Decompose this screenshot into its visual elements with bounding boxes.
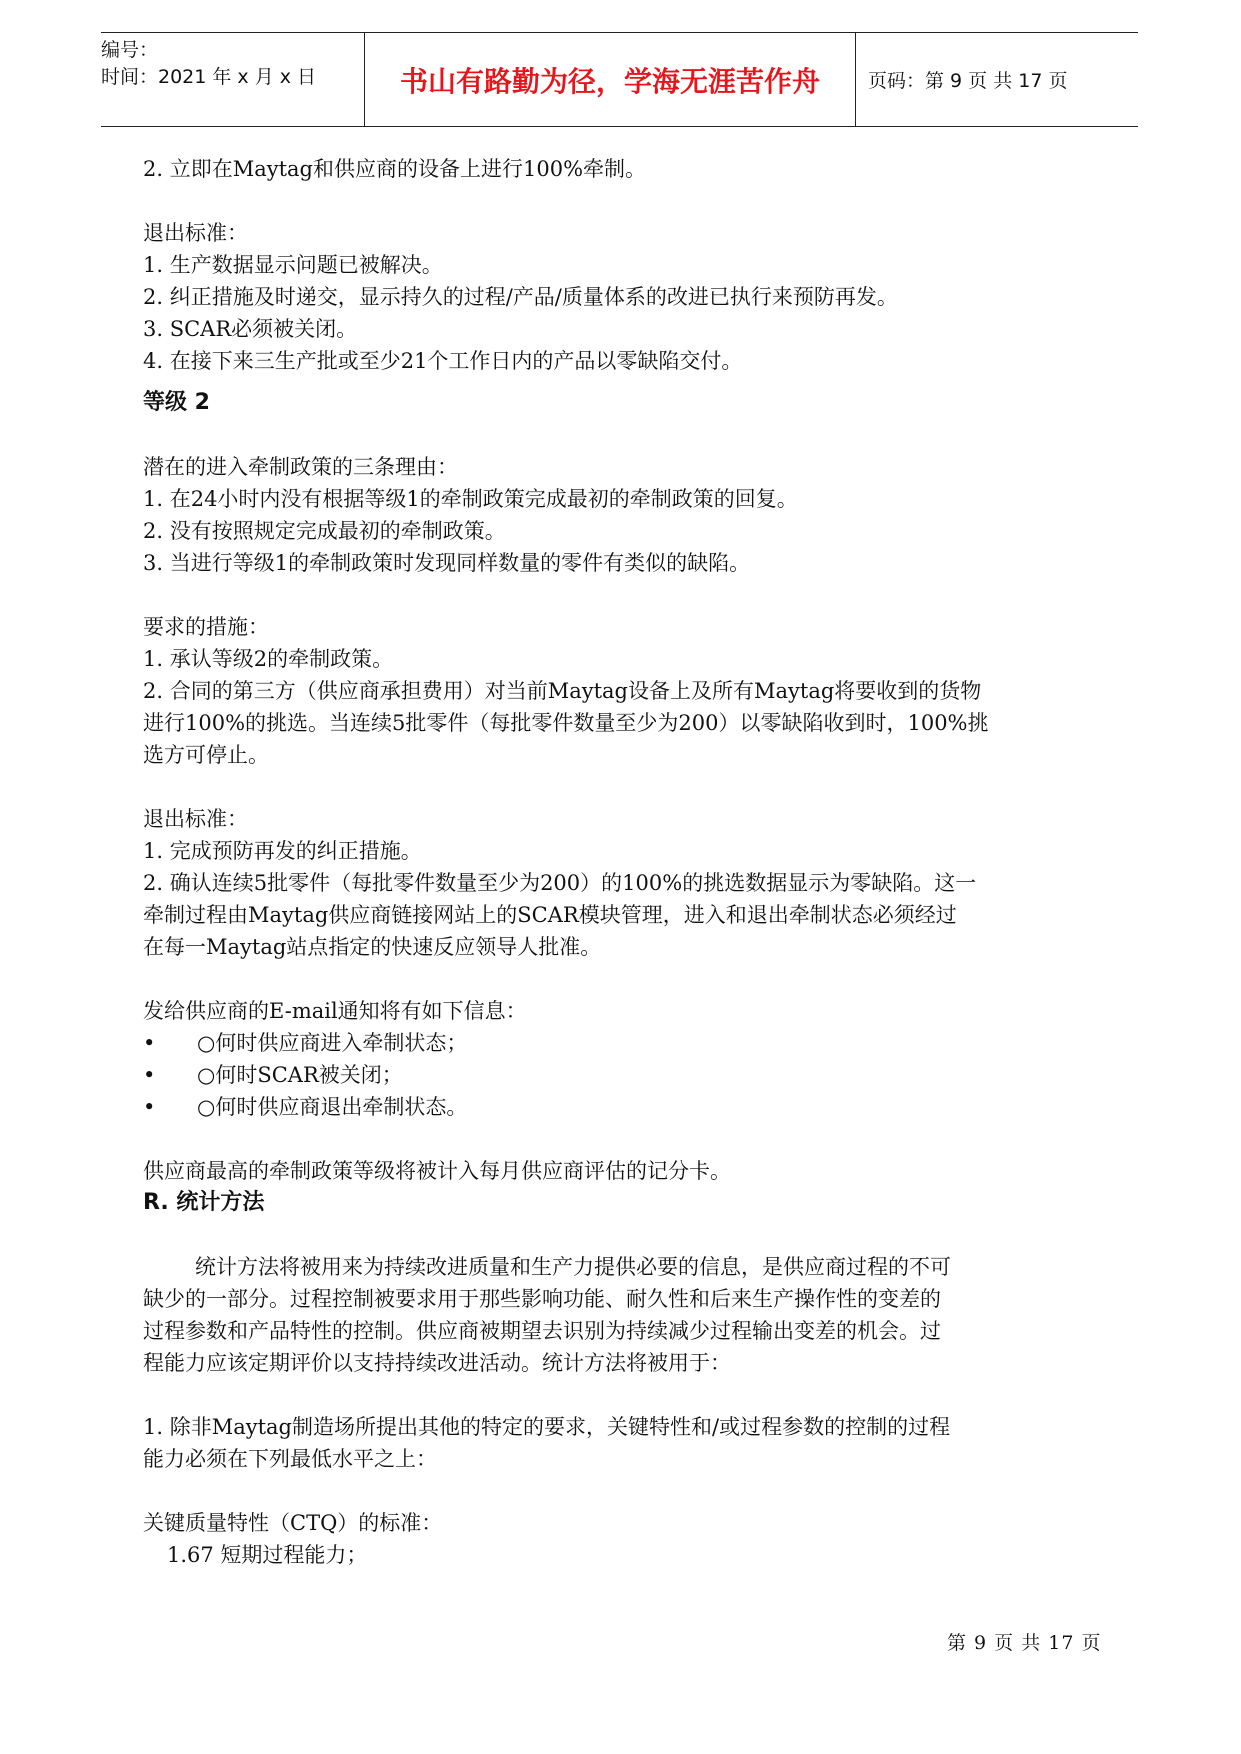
stats-paragraph-line: 过程参数和产品特性的控制。供应商被期望去识别为持续减少过程输出变差的机会。过	[143, 1319, 941, 1343]
bullet-icon: •	[143, 1095, 156, 1119]
stats-paragraph-line: 程能力应该定期评价以支持持续改进活动。统计方法将被用于：	[143, 1351, 731, 1375]
stats-paragraph-line: 缺少的一部分。过程控制被要求用于那些影响功能、耐久性和后来生产操作性的变差的	[143, 1287, 941, 1311]
list-item: 3. SCAR必须被关闭。	[143, 317, 358, 341]
bullet-item	[143, 1091, 1103, 1123]
list-item: 2. 纠正措施及时递交，显示持久的过程/产品/质量体系的改进已执行来预防再发。	[143, 285, 898, 309]
time-label: 时间：2021 年 x 月 x 日	[101, 66, 317, 88]
header-page-label: 页码：第 9 页 共 17 页	[868, 70, 1068, 92]
document-body	[143, 153, 1103, 1571]
list-item: 1. 承认等级2的牵制政策。	[143, 647, 394, 671]
list-item: 1. 生产数据显示问题已被解决。	[143, 253, 443, 277]
bullet-icon: •	[143, 1063, 156, 1087]
paragraph-containment: 2. 立即在Maytag和供应商的设备上进行100%牵制。	[143, 157, 647, 181]
bullet-item	[143, 1027, 1103, 1059]
header-meta	[101, 33, 365, 126]
requirement-line: 1. 除非Maytag制造场所提出其他的特定的要求，关键特性和/或过程参数的控制的过程	[143, 1415, 951, 1439]
list-item: 2. 合同的第三方（供应商承担费用）对当前Maytag设备上及所有Maytag将要收到的货物	[143, 679, 982, 703]
list-item: 1. 完成预防再发的纠正措施。	[143, 839, 422, 863]
list-item-continued: 在每一Maytag站点指定的快速反应领导人批准。	[143, 935, 602, 959]
list-item-continued: 选方可停止。	[143, 743, 269, 767]
exit-criteria-title: 退出标准：	[143, 807, 248, 831]
section-r-heading: R. 统计方法	[143, 1190, 265, 1215]
header-motto: 书山有路勤为径，学海无涯苦作舟	[365, 33, 856, 126]
bullet-text: ○何时供应商进入牵制状态；	[197, 1031, 468, 1055]
exit-criteria-title: 退出标准：	[143, 221, 248, 245]
level-2-heading: 等级 2	[143, 390, 210, 415]
list-item: 2. 没有按照规定完成最初的牵制政策。	[143, 519, 506, 543]
bullet-icon: •	[143, 1031, 156, 1055]
list-item: 3. 当进行等级1的牵制政策时发现同样数量的零件有类似的缺陷。	[143, 551, 751, 575]
scorecard-paragraph: 供应商最高的牵制政策等级将被计入每月供应商评估的记分卡。	[143, 1159, 731, 1183]
stats-paragraph-line: 统计方法将被用来为持续改进质量和生产力提供必要的信息，是供应商过程的不可	[195, 1255, 951, 1279]
list-item-continued: 进行100%的挑选。当连续5批零件（每批零件数量至少为200）以零缺陷收到时，100%挑	[143, 711, 989, 735]
bullet-text: ○何时供应商退出牵制状态。	[197, 1095, 468, 1119]
bullet-item	[143, 1059, 1103, 1091]
bullet-text: ○何时SCAR被关闭；	[197, 1063, 403, 1087]
ctq-item: 1.67 短期过程能力；	[167, 1543, 368, 1567]
reasons-title: 潜在的进入牵制政策的三条理由：	[143, 455, 458, 479]
page-header	[101, 32, 1138, 127]
list-item: 4. 在接下来三生产批或至少21个工作日内的产品以零缺陷交付。	[143, 349, 743, 373]
requirement-line: 能力必须在下列最低水平之上：	[143, 1447, 437, 1471]
ctq-title: 关键质量特性（CTQ）的标准：	[143, 1511, 443, 1535]
number-label: 编号：	[101, 39, 159, 61]
page-footer: 第 9 页 共 17 页	[947, 1632, 1102, 1654]
actions-title: 要求的措施：	[143, 615, 269, 639]
list-item: 2. 确认连续5批零件（每批零件数量至少为200）的100%的挑选数据显示为零缺陷。这一	[143, 871, 977, 895]
email-title: 发给供应商的E-mail通知将有如下信息：	[143, 999, 527, 1023]
list-item-continued: 牵制过程由Maytag供应商链接网站上的SCAR模块管理，进入和退出牵制状态必须经过	[143, 903, 957, 927]
list-item: 1. 在24小时内没有根据等级1的牵制政策完成最初的牵制政策的回复。	[143, 487, 798, 511]
